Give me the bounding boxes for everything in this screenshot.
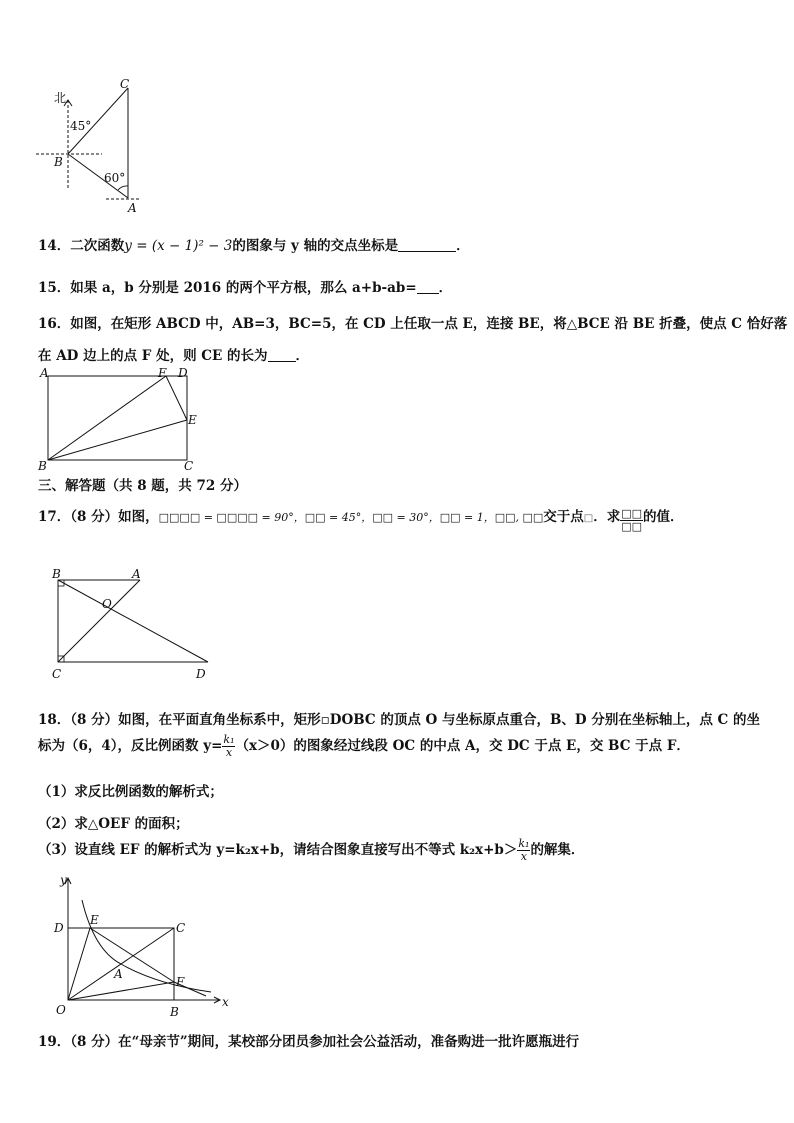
fig13-angle1: 45°	[70, 119, 92, 133]
answer-blank[interactable]	[417, 281, 439, 294]
fig13-a: A	[128, 201, 137, 215]
fig18-c: C	[176, 921, 186, 935]
fig17-o: O	[102, 597, 112, 611]
fig18-o: O	[56, 1003, 66, 1017]
figure-compass-triangle	[36, 78, 146, 218]
question-16-line2: 在 AD 边上的点 F 处，则 CE 的长为 ．	[38, 348, 309, 364]
q17-fraction: $\frac{□□}{□□}$	[621, 507, 643, 533]
fig16-a: A	[40, 366, 49, 380]
figure-rectangle-fold	[36, 366, 201, 474]
q18-fraction: $\frac{\text{k₁}}{x}$	[223, 733, 235, 759]
question-15: 15．如果 a，b 分别是 2016 的两个平方根，那么 a+b-ab= ．	[38, 280, 453, 296]
fig18-x: x	[222, 995, 229, 1009]
fig13-north: 北	[54, 91, 67, 105]
figure-trapezoid	[40, 566, 220, 686]
question-18-line2: 标为（6，4），反比例函数 y= $\frac{\text{k₁}}{x}$ （x＞0）的图象经过线段 OC 的中点 A，交 DC 于点 E，交 BC 于点 F．	[38, 733, 690, 759]
question-18-sub2: （2）求△OEF 的面积；	[38, 816, 189, 832]
figure-coordinate-rectangle	[46, 870, 232, 1020]
fig18-y: y	[60, 873, 67, 887]
answer-blank[interactable]	[268, 349, 296, 362]
question-16-line1: 16．如图，在矩形 ABCD 中，AB=3，BC=5，在 CD 上任取一点 E，连接 BE，将△BCE 沿 BE 折叠，使点 C 恰好落	[38, 316, 788, 332]
question-19: 19．（8 分）在“母亲节”期间，某校部分团员参加社会公益活动，准备购进一批许愿瓶进行	[38, 1034, 580, 1050]
answer-blank[interactable]	[398, 239, 456, 252]
fig16-b: B	[38, 459, 47, 473]
fig17-c: C	[52, 667, 62, 681]
fig16-e: E	[188, 413, 197, 427]
question-17: 17．（8 分）如图，□□□□ = □□□□ = 90°，□□ = 45°，□□ = 30°，□□ = 1，□□, □□交于点□．求 $\frac{□□}{□□}$ 的值．	[38, 507, 684, 533]
fig13-c: C	[120, 78, 130, 91]
fig18-f: F	[176, 975, 185, 989]
q14-formula: y = (x − 1)² − 3	[124, 238, 233, 254]
question-18-line1: 18．（8 分）如图，在平面直角坐标系中，矩形▫DOBC 的顶点 O 与坐标原点重合，B、D 分别在坐标轴上，点 C 的坐	[38, 712, 760, 728]
fig16-d: D	[178, 366, 188, 380]
fig17-b: B	[52, 567, 61, 581]
section-title: 三、解答题（共 8 题，共 72 分）	[38, 478, 247, 494]
fig16-f: F	[158, 366, 167, 380]
fig18-e: E	[90, 913, 99, 927]
q18-sub3-fraction: $\frac{\text{k₁}}{x}$	[518, 837, 530, 863]
fig13-angle2: 60°	[104, 171, 126, 185]
fig18-b: B	[170, 1005, 179, 1019]
question-14: 14．二次函数y = (x − 1)² − 3的图象与 y 轴的交点坐标是 ．	[38, 238, 470, 254]
fig13-b: B	[54, 155, 63, 169]
question-18-sub1: （1）求反比例函数的解析式；	[38, 784, 223, 800]
fig17-a: A	[132, 567, 141, 581]
fig17-d: D	[196, 667, 206, 681]
fig16-c: C	[184, 459, 194, 473]
fig18-a: A	[114, 967, 123, 981]
fig18-d: D	[54, 921, 64, 935]
question-18-sub3: （3）设直线 EF 的解析式为 y=k₂x+b，请结合图象直接写出不等式 k₂x+b＞ $\frac{\text{k₁}}{x}$ 的解集．	[38, 837, 585, 863]
